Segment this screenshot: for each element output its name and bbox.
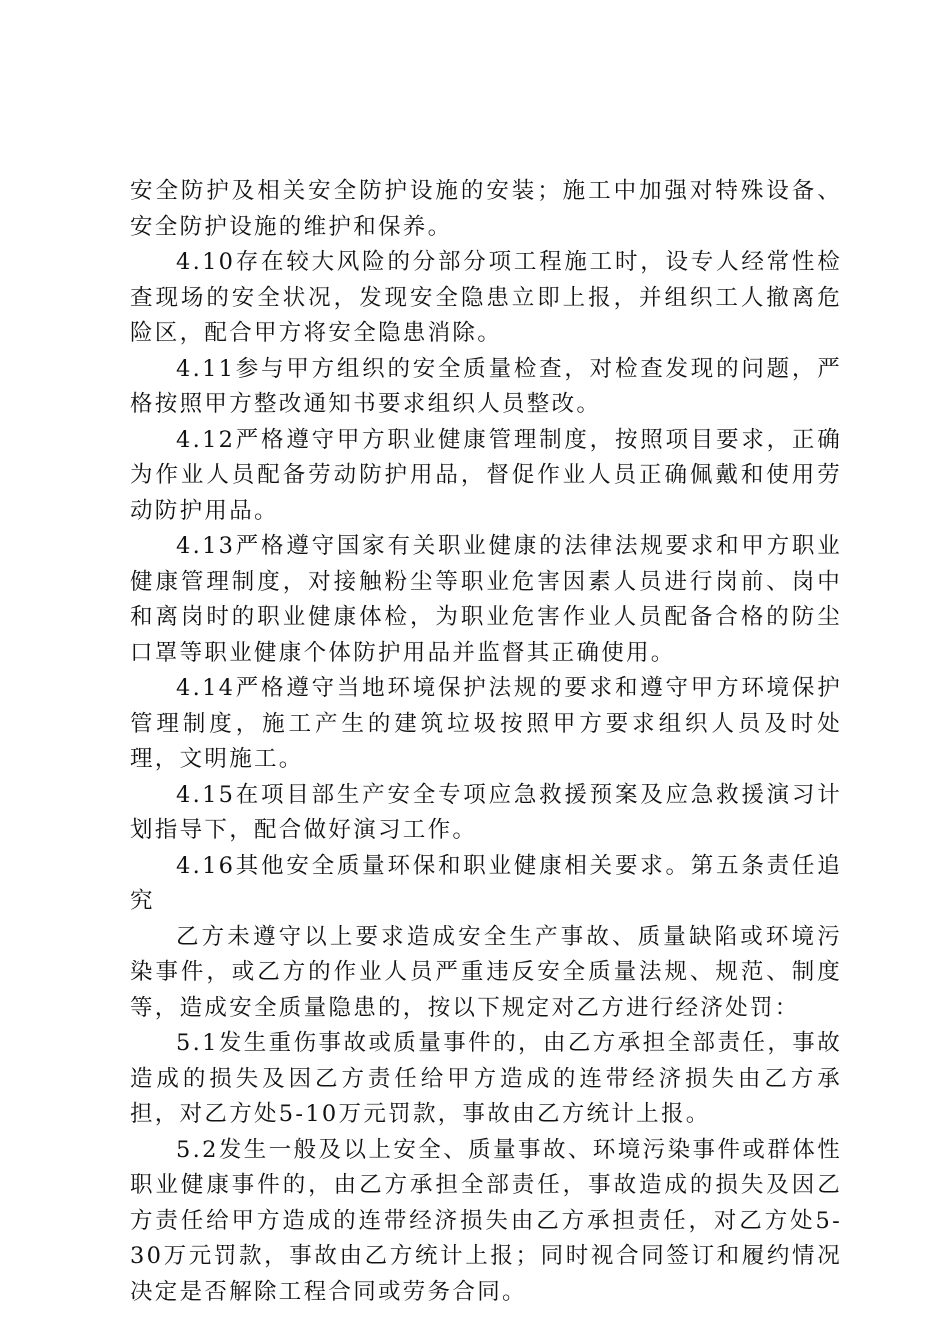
paragraph-4-11: 4.11参与甲方组织的安全质量检查，对检查发现的问题，严格按照甲方整改通知书要求组织人员整改。: [130, 355, 842, 417]
paragraph-4-12: 4.12严格遵守甲方职业健康管理制度，按照项目要求，正确为作业人员配备劳动防护用品，督促作业人员正确佩戴和使用劳动防护用品。: [130, 426, 842, 524]
paragraph-continuation: 安全防护及相关安全防护设施的安装；施工中加强对特殊设备、安全防护设施的维护和保养。: [130, 178, 842, 240]
paragraph-5-1: 5.1发生重伤事故或质量事件的，由乙方承担全部责任，事故造成的损失及因乙方责任给甲方造成的连带经济损失由乙方承担，对乙方处5-10万元罚款，事故由乙方统计上报。: [130, 1030, 842, 1127]
paragraph-5-2: 5.2发生一般及以上安全、质量事故、环境污染事件或群体性职业健康事件的，由乙方承担全部责任，事故造成的损失及因乙方责任给甲方造成的连带经济损失由乙方承担责任，对乙方处5-30万元罚款，事故由乙方统计上报；同时视合同签订和履约情况决定是否解除工程合同或劳务合同。: [130, 1136, 842, 1305]
paragraph-4-15: 4.15在项目部生产安全专项应急救援预案及应急救援演习计划指导下，配合做好演习工作。: [130, 781, 842, 843]
paragraph-4-10: 4.10存在较大风险的分部分项工程施工时，设专人经常性检查现场的安全状况，发现安全隐患立即上报，并组织工人撤离危险区，配合甲方将安全隐患消除。: [130, 249, 842, 346]
paragraph-4-13: 4.13严格遵守国家有关职业健康的法律法规要求和甲方职业健康管理制度，对接触粉尘等职业危害因素人员进行岗前、岗中和离岗时的职业健康体检，为职业危害作业人员配备合格的防尘口罩等职业健康个体防护用品并监督其正确使用。: [130, 533, 842, 666]
paragraph-4-16: 4.16其他安全质量环保和职业健康相关要求。第五条责任追究: [130, 852, 842, 914]
paragraph-4-14: 4.14严格遵守当地环境保护法规的要求和遵守甲方环境保护管理制度，施工产生的建筑垃圾按照甲方要求组织人员及时处理，文明施工。: [130, 675, 842, 772]
document-body: [130, 174, 842, 1310]
paragraph-penalty-intro: 乙方未遵守以上要求造成安全生产事故、质量缺陷或环境污染事件，或乙方的作业人员严重违反安全质量法规、规范、制度等，造成安全质量隐患的，按以下规定对乙方进行经济处罚：: [130, 923, 842, 1021]
